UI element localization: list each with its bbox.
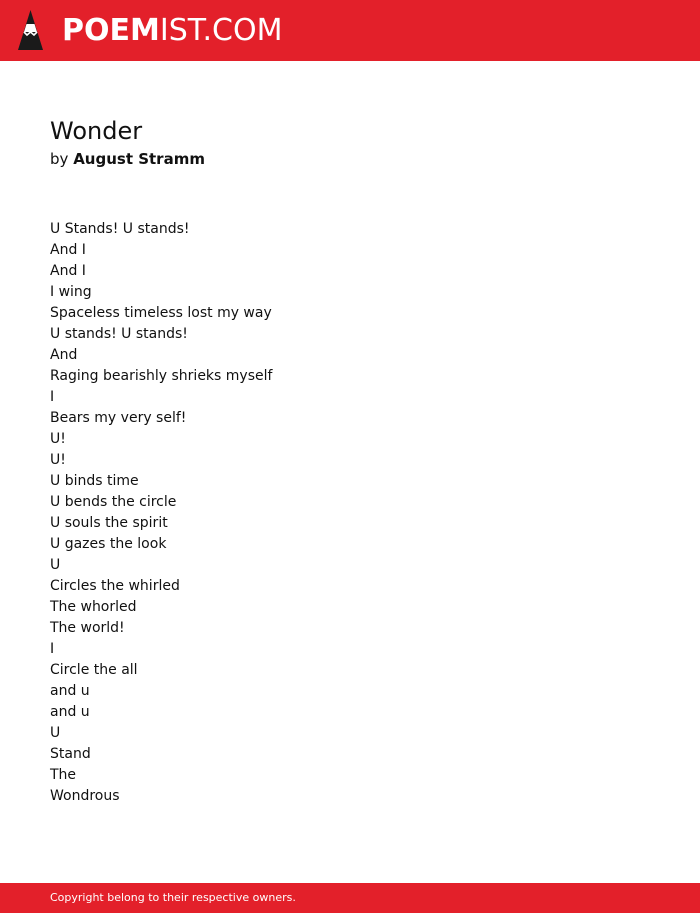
site-header	[0, 0, 700, 61]
poem-line: U	[50, 557, 61, 573]
poem-line: The	[50, 767, 77, 783]
brand-bold: POEM	[62, 13, 160, 48]
poem-line: I	[50, 389, 55, 405]
pencil-logo-icon[interactable]	[17, 10, 44, 52]
poem-line: I wing	[50, 284, 92, 300]
poem-line: The whorled	[50, 599, 137, 615]
poem-line: U	[50, 725, 61, 741]
poem-line: Stand	[50, 746, 91, 762]
poem-line: U Stands! U stands!	[50, 221, 190, 237]
poem-line: And I	[50, 242, 86, 258]
poem-line: U!	[50, 452, 66, 468]
poem-author: August Stramm	[73, 150, 205, 168]
poem-line: Spaceless timeless lost my way	[50, 305, 272, 321]
poem-line: Wondrous	[50, 788, 120, 804]
poem-line: The world!	[50, 620, 125, 636]
poem-line: and u	[50, 683, 90, 699]
poem-line: And	[50, 347, 78, 363]
site-logo[interactable]	[62, 13, 282, 49]
copyright-notice: Copyright belong to their respective owners.	[50, 891, 296, 904]
brand-light: IST.COM	[159, 13, 283, 48]
poem-line: U!	[50, 431, 66, 447]
poem-title: Wonder	[50, 117, 143, 145]
poem-byline	[50, 148, 650, 170]
site-footer	[0, 883, 700, 913]
poem-line: Bears my very self!	[50, 410, 187, 426]
poem-line: U binds time	[50, 473, 139, 489]
poem-line: U stands! U stands!	[50, 326, 188, 342]
poem-line: U bends the circle	[50, 494, 177, 510]
poem-line: Raging bearishly shrieks myself	[50, 368, 273, 384]
poem-line: I	[50, 641, 55, 657]
poem-heading	[50, 114, 650, 170]
poem-line: Circles the whirled	[50, 578, 180, 594]
poem-line: U souls the spirit	[50, 515, 168, 531]
by-label: by	[50, 150, 69, 168]
poem-line: U gazes the look	[50, 536, 167, 552]
poem-line: And I	[50, 263, 86, 279]
poem-body	[50, 219, 650, 807]
poem-line: and u	[50, 704, 90, 720]
poem-line: Circle the all	[50, 662, 138, 678]
